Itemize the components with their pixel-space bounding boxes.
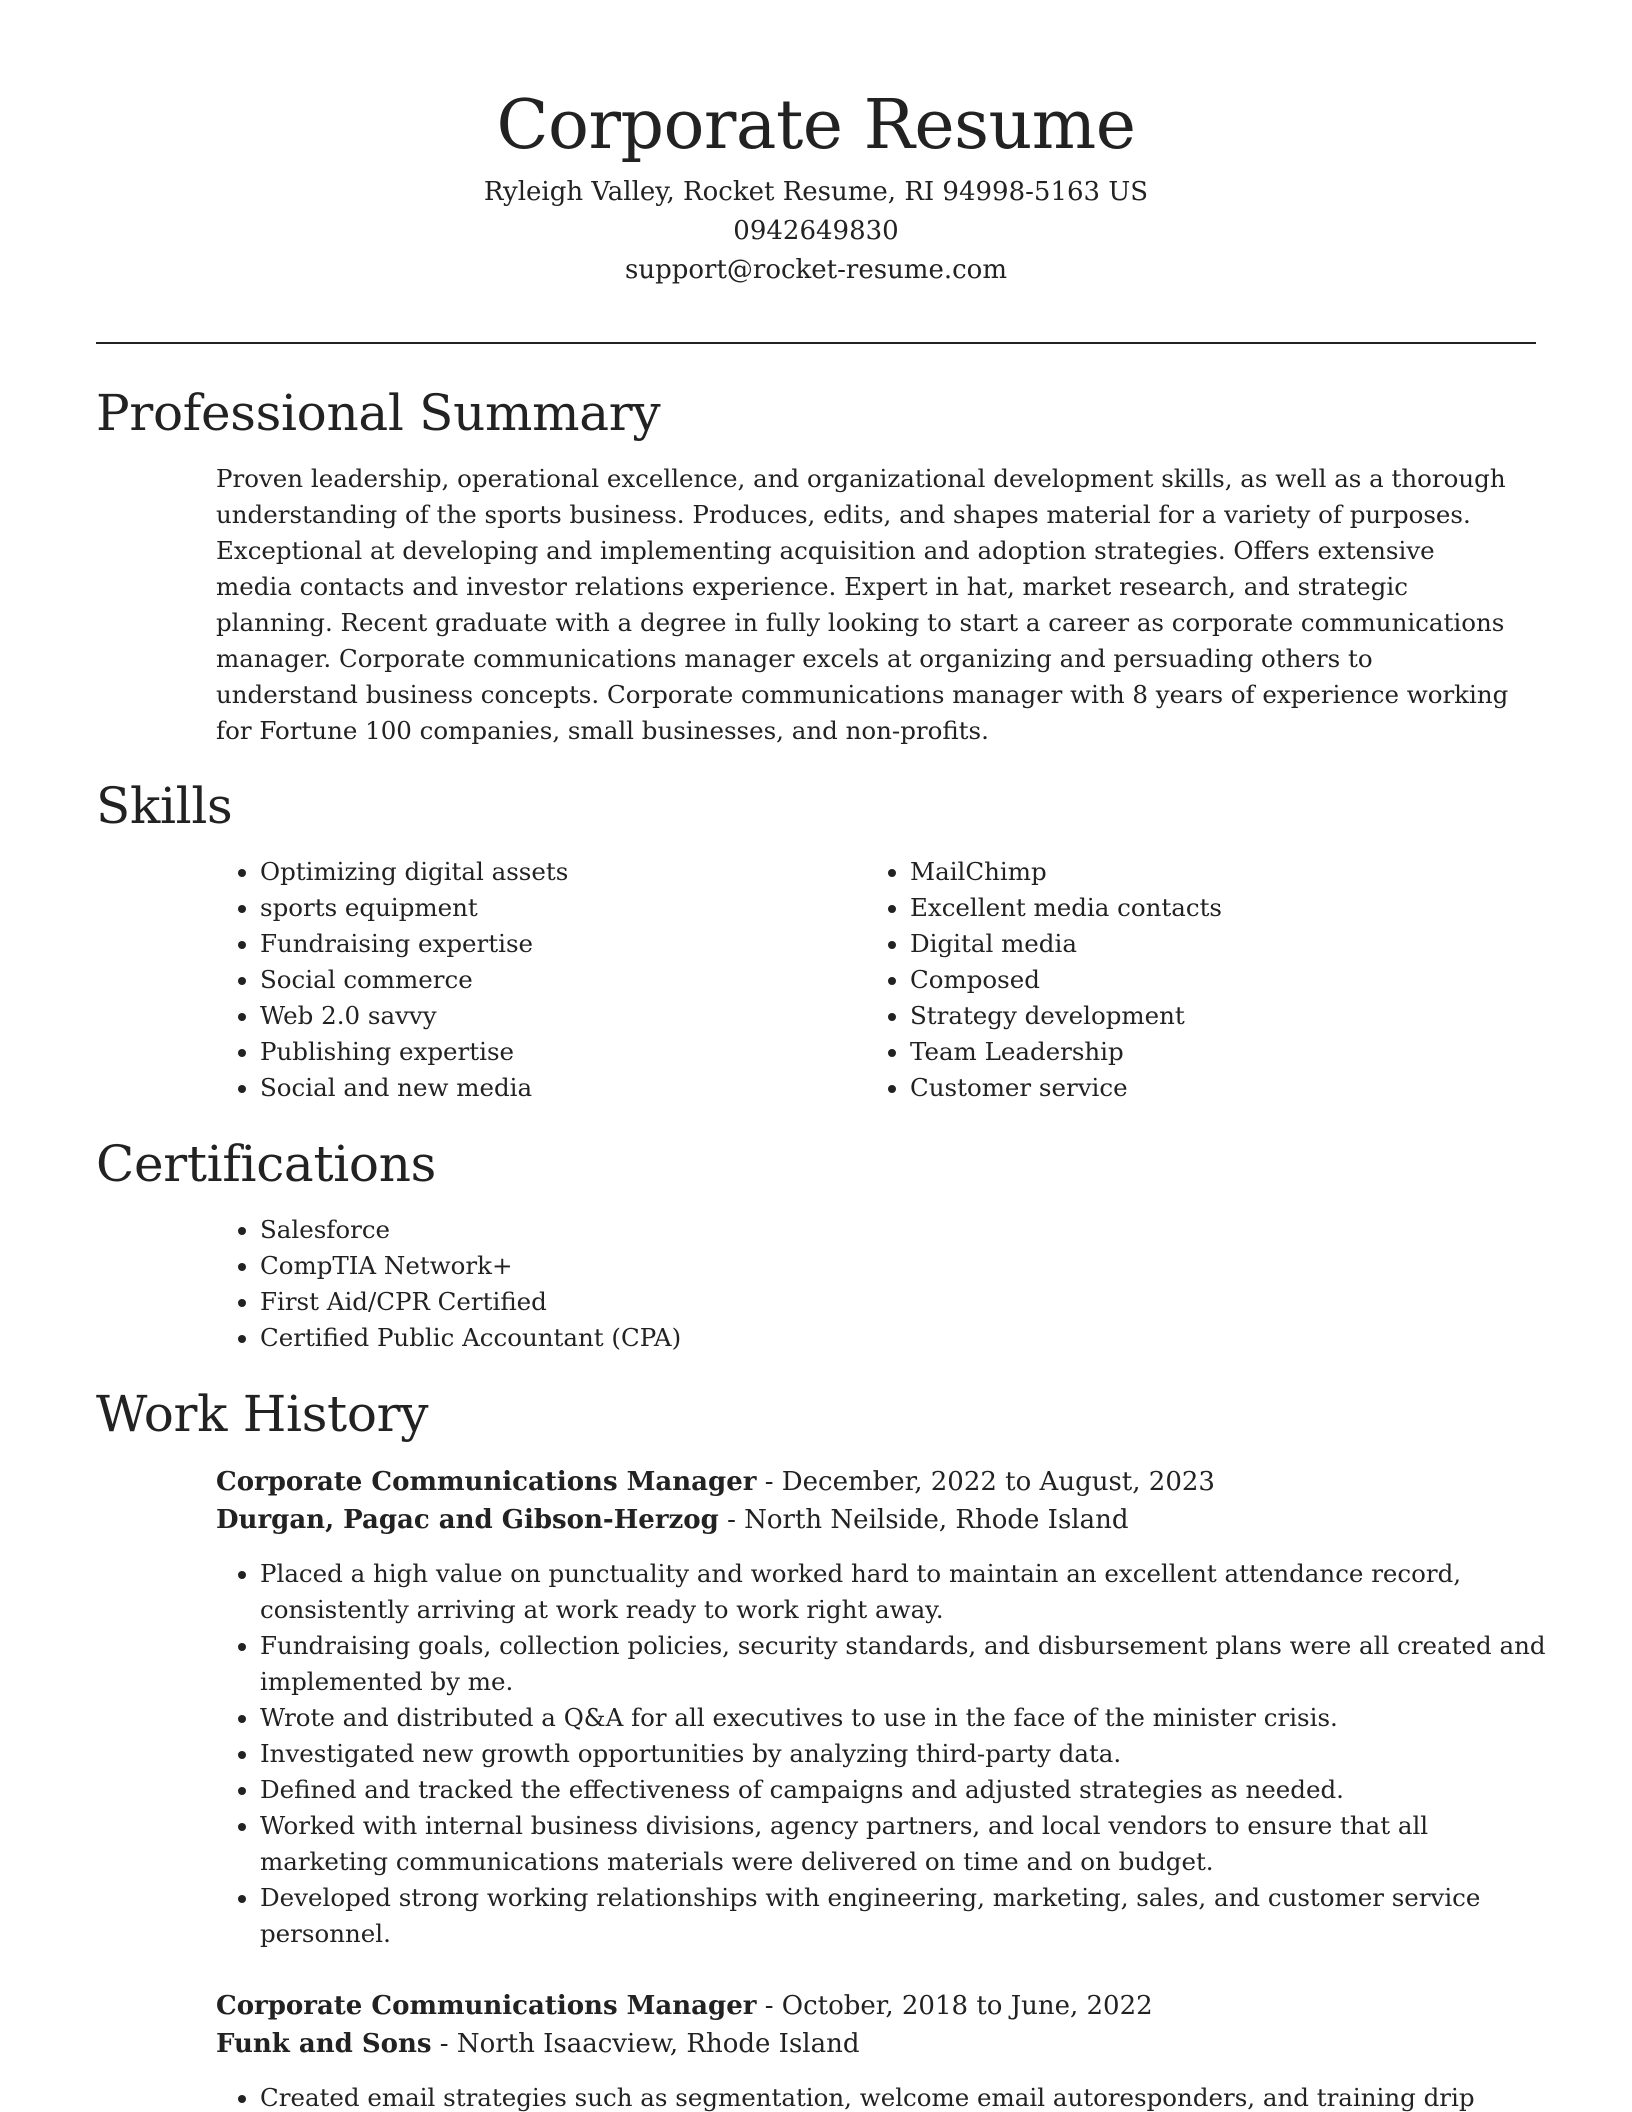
skill-item: • Team Leadership <box>910 1034 1510 1070</box>
contact-address: Ryleigh Valley, Rocket Resume, RI 94998-5163 US <box>483 177 1149 207</box>
skill-item: • sports equipment <box>260 890 820 926</box>
job-title: Corporate Communications Manager <box>216 1467 757 1497</box>
skill-item: • Optimizing digital assets <box>260 854 820 890</box>
contact-email: support@rocket-resume.com <box>624 255 1007 285</box>
job-bullets <box>216 1556 1560 1952</box>
certifications-list <box>216 1212 1460 1356</box>
job-bullets <box>216 2080 1560 2112</box>
skill-item: • Composed <box>910 962 1510 998</box>
certification-item: • Salesforce <box>260 1212 1460 1248</box>
contact-phone: 0942649830 <box>733 216 899 246</box>
skill-item: • Web 2.0 savvy <box>260 998 820 1034</box>
job-company: Funk and Sons <box>216 2029 432 2059</box>
summary-heading: Professional Summary <box>96 384 661 442</box>
job-bullet: • Wrote and distributed a Q&A for all executives to use in the face of the minister crisis. <box>260 1700 1560 1736</box>
skill-item: • Social and new media <box>260 1070 820 1106</box>
skill-item: • Strategy development <box>910 998 1510 1034</box>
job-company-line: Durgan, Pagac and Gibson-Herzog - North Neilside, Rhode Island <box>216 1505 1129 1535</box>
header-divider <box>96 342 1536 344</box>
job-bullet: • Created email strategies such as segmentation, welcome email autoresponders, and training drip <box>260 2080 1560 2112</box>
skills-list-right <box>866 854 1510 1106</box>
job-bullet: • Developed strong working relationships with engineering, marketing, sales, and customer service personnel. <box>260 1880 1560 1952</box>
certification-item: • First Aid/CPR Certified <box>260 1284 1460 1320</box>
skill-item: • MailChimp <box>910 854 1510 890</box>
job-title-line: Corporate Communications Manager - October, 2018 to June, 2022 <box>216 1991 1153 2021</box>
resume-name: Corporate Resume <box>496 86 1136 165</box>
job-dates: December, 2022 to August, 2023 <box>781 1467 1215 1497</box>
skill-item: • Digital media <box>910 926 1510 962</box>
skill-item: • Fundraising expertise <box>260 926 820 962</box>
job-title-line: Corporate Communications Manager - December, 2022 to August, 2023 <box>216 1467 1215 1497</box>
certification-item: • Certified Public Accountant (CPA) <box>260 1320 1460 1356</box>
job-bullet: • Worked with internal business divisions, agency partners, and local vendors to ensure that all marketing communications materials were delivered on time and on budget. <box>260 1808 1560 1880</box>
work-history-heading: Work History <box>96 1385 429 1443</box>
job-bullet: • Placed a high value on punctuality and worked hard to maintain an excellent attendance record, consistently arriving at work ready to work right away. <box>260 1556 1560 1628</box>
job-bullet: • Investigated new growth opportunities by analyzing third-party data. <box>260 1736 1560 1772</box>
job-bullet: • Defined and tracked the effectiveness of campaigns and adjusted strategies as needed. <box>260 1772 1560 1808</box>
resume-header <box>96 78 1536 290</box>
job-title: Corporate Communications Manager <box>216 1991 757 2021</box>
job-location: North Isaacview, Rhode Island <box>456 2029 860 2059</box>
skill-item: • Customer service <box>910 1070 1510 1106</box>
skills-heading: Skills <box>96 777 233 835</box>
job-company: Durgan, Pagac and Gibson-Herzog <box>216 1505 719 1535</box>
certifications-heading: Certifications <box>96 1135 436 1193</box>
certification-item: • CompTIA Network+ <box>260 1248 1460 1284</box>
summary-text: Proven leadership, operational excellence, and organizational development skills, as well as a thorough understanding of the sports business. Produces, edits, and shapes material for a variety of purposes. Exceptional at developing and implementing acquisition and adoption strategies. Offers extensive media contacts and investor relations experience. Expert in hat, market research, and strategic planning. Recent graduate with a degree in fully looking to start a career as corporate communications manager. Corporate communications manager excels at organizing and persuading others to understand business concepts. Corporate communications manager with 8 years of experience working for Fortune 100 companies, small businesses, and non-profits. <box>216 464 1509 745</box>
job-dates: October, 2018 to June, 2022 <box>781 1991 1153 2021</box>
skill-item: • Publishing expertise <box>260 1034 820 1070</box>
skill-item: • Social commerce <box>260 962 820 998</box>
job-bullet: • Fundraising goals, collection policies, security standards, and disbursement plans were all created and implemented by me. <box>260 1628 1560 1700</box>
skill-item: • Excellent media contacts <box>910 890 1510 926</box>
job-company-line: Funk and Sons - North Isaacview, Rhode Island <box>216 2029 860 2059</box>
job-location: North Neilside, Rhode Island <box>744 1505 1129 1535</box>
skills-list-left <box>216 854 820 1106</box>
